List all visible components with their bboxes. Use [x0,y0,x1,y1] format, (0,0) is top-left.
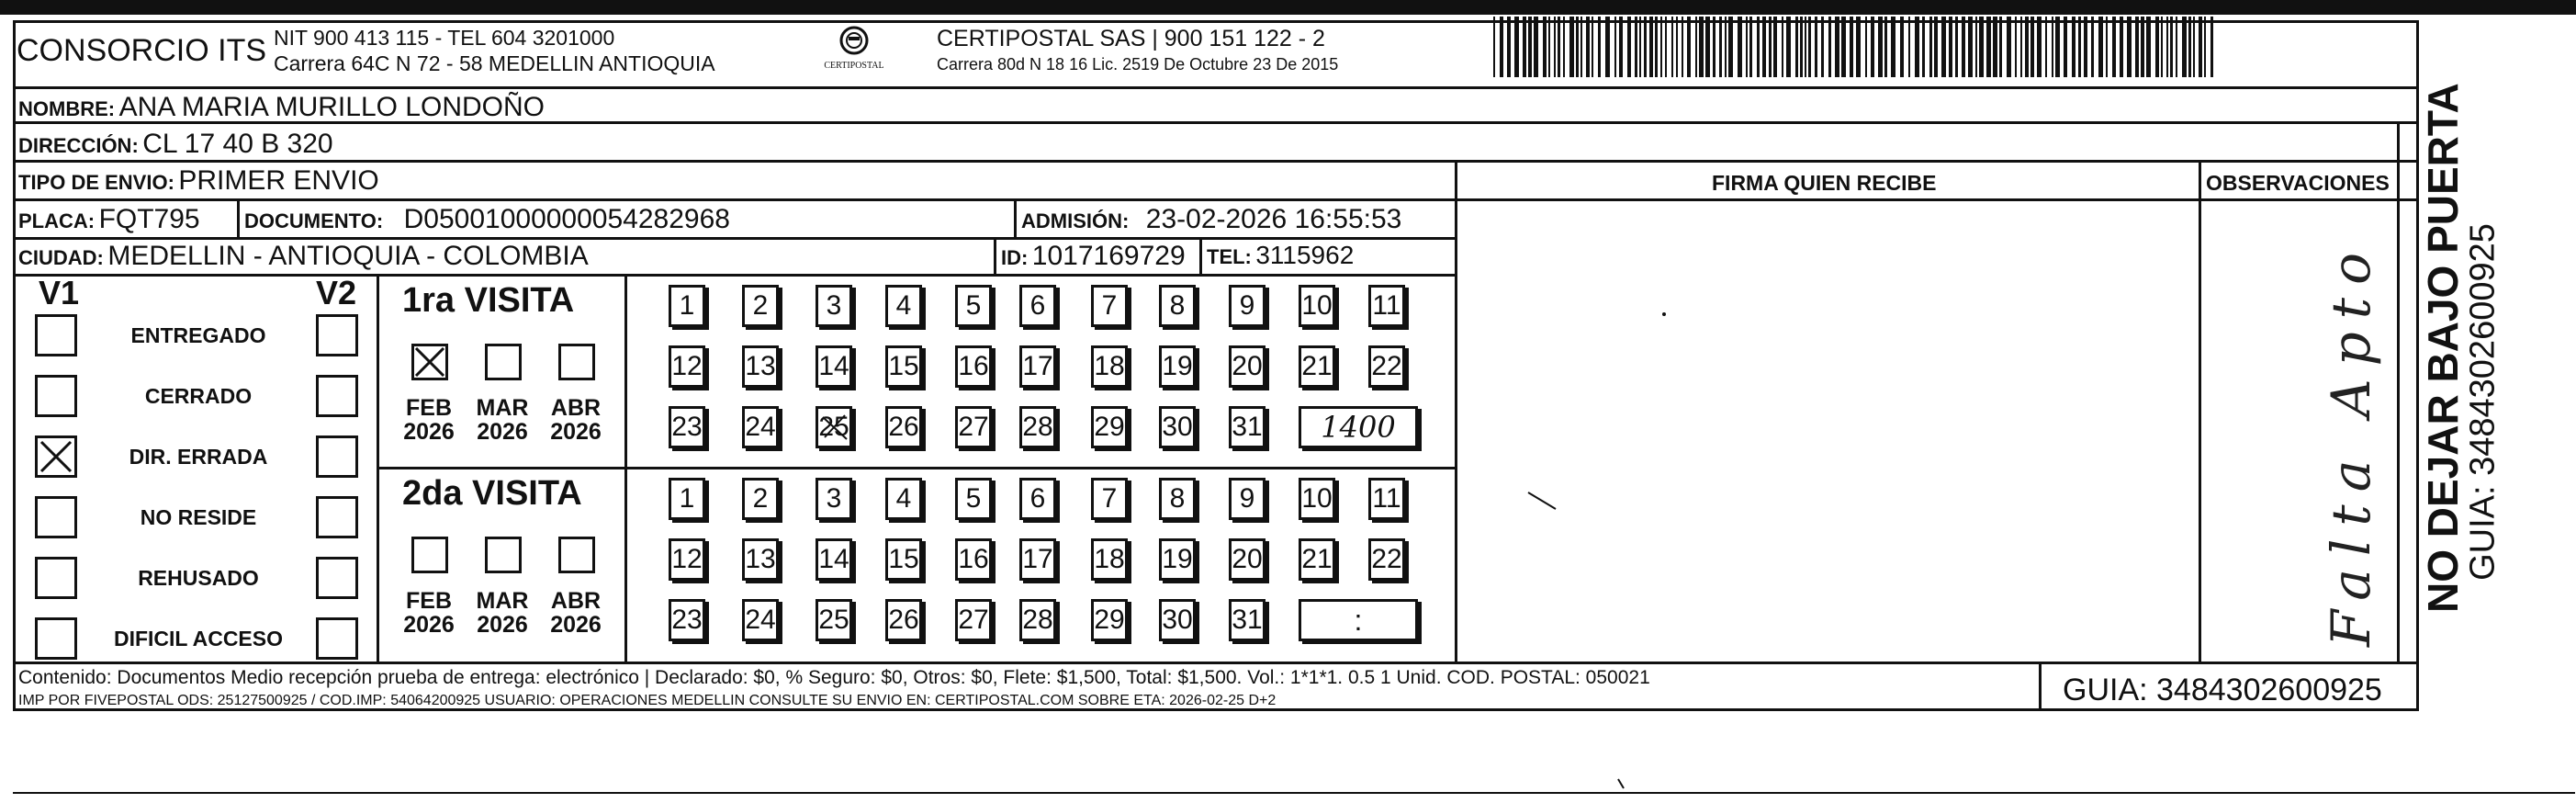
year-label: 2026 [403,419,455,445]
day-cell[interactable]: 27 [955,599,992,641]
day-cell[interactable]: 30 [1159,406,1196,448]
divider [13,86,2419,89]
day-cell[interactable]: 15 [885,538,922,581]
day-cell[interactable]: 10 [1299,478,1335,520]
divider [2199,160,2201,663]
day-cell[interactable]: 18 [1091,345,1128,388]
v2-header: V2 [316,274,357,311]
month-checkbox[interactable] [558,344,595,380]
day-cell[interactable]: 22 [1368,345,1405,388]
documento-field [244,204,730,235]
direccion-value: CL 17 40 B 320 [142,129,333,159]
x-mark [413,345,446,379]
day-cell[interactable]: 17 [1019,538,1056,581]
day-cell[interactable]: 14 [816,538,852,581]
day-cell[interactable]: 19 [1159,345,1196,388]
day-cell[interactable]: 22 [1368,538,1405,581]
day-cell[interactable]: 25 [816,406,852,448]
day-cell[interactable]: 1 [669,285,705,327]
day-cell[interactable]: 4 [885,285,922,327]
day-cell[interactable]: 16 [955,345,992,388]
day-cell[interactable]: 3 [816,478,852,520]
day-cell[interactable]: 4 [885,478,922,520]
month-label: ABR [550,588,602,614]
company-nit: NIT 900 413 115 - TEL 604 3201000 [274,26,615,50]
handwritten-note-text: Falta Apto [2320,240,2382,647]
ciudad-field [18,241,589,272]
month-label: MAR [476,395,529,421]
company-address: Carrera 64C N 72 - 58 MEDELLIN ANTIOQUIA [274,51,715,75]
tipo-envio-row [18,165,379,197]
day-cell[interactable]: 21 [1299,538,1335,581]
day-cell[interactable]: 14 [816,345,852,388]
day-cell[interactable]: 20 [1229,538,1266,581]
day-cell[interactable]: 20 [1229,345,1266,388]
day-cell[interactable]: 23 [669,599,705,641]
no-dejar-warning: NO DEJAR BAJO PUERTA [2419,83,2467,613]
second-visit-title: 2da VISITA [402,474,582,513]
day-cell[interactable]: 25 [816,599,852,641]
divider [377,467,1455,469]
day-cell[interactable]: 15 [885,345,922,388]
v2-checkbox[interactable] [316,435,358,478]
v2-checkbox[interactable] [316,617,358,660]
v2-checkbox[interactable] [316,496,358,538]
day-cell[interactable]: 31 [1229,599,1266,641]
day-cell[interactable]: 7 [1091,285,1128,327]
year-label: 2026 [477,419,528,445]
day-cell[interactable]: 7 [1091,478,1128,520]
carrier-name: CERTIPOSTAL SAS | 900 151 122 - 2 [937,26,1325,51]
day-cell[interactable]: 29 [1091,406,1128,448]
day-cell[interactable]: 10 [1299,285,1335,327]
day-cell[interactable]: 13 [742,345,779,388]
day-cell[interactable]: 26 [885,599,922,641]
v1-checkbox[interactable] [35,496,77,538]
time-field[interactable]: : [1299,599,1418,641]
tel-field [1207,241,1354,270]
v1-header: V1 [39,274,80,311]
company-name: CONSORCIO ITS [17,33,267,68]
month-checkbox[interactable] [411,537,448,573]
stray-mark [1616,777,1625,795]
day-cell[interactable]: 16 [955,538,992,581]
direccion-label: DIRECCIÓN: [18,134,139,157]
day-cell[interactable]: 24 [742,599,779,641]
v1-checkbox[interactable] [35,314,77,356]
divider [13,198,2419,201]
day-cell[interactable]: 12 [669,345,705,388]
year-label: 2026 [477,612,528,638]
day-cell[interactable]: 18 [1091,538,1128,581]
divider [624,274,627,662]
divider [1199,237,1202,274]
divider [13,237,1455,240]
year-label: 2026 [550,419,602,445]
day-cell[interactable]: 6 [1019,285,1056,327]
bottom-rule [13,792,2575,794]
admision-label: ADMISIÓN: [1021,209,1130,232]
time-field[interactable]: 1400 [1299,406,1418,448]
side-guia: GUIA: 3484302600925 [2463,223,2503,581]
footer-guia: GUIA: 3484302600925 [2063,673,2382,707]
day-cell[interactable]: 17 [1019,345,1056,388]
day-cell[interactable]: 2 [742,285,779,327]
status-label: DIFICIL ACCESO [113,627,283,650]
status-label: ENTREGADO [130,323,266,347]
day-cell[interactable]: 9 [1229,478,1266,520]
divider [13,274,1455,277]
day-cell[interactable]: 28 [1019,406,1056,448]
placa-value: FQT795 [98,204,200,234]
nombre-row [18,92,545,123]
day-cell[interactable]: 30 [1159,599,1196,641]
day-cell[interactable]: 23 [669,406,705,448]
month-checkbox[interactable] [485,344,522,380]
divider [2039,662,2042,711]
day-cell[interactable]: 6 [1019,478,1056,520]
id-label: ID: [1001,246,1029,269]
documento-label: DOCUMENTO: [244,209,384,232]
status-label: DIR. ERRADA [129,445,268,469]
day-cell[interactable]: 9 [1229,285,1266,327]
year-label: 2026 [550,612,602,638]
observaciones-header: OBSERVACIONES [2206,171,2390,195]
v1-checkbox[interactable] [35,375,77,417]
month-label: FEB [406,588,452,614]
top-edge-band [0,0,2576,15]
divider [2397,121,2400,663]
day-cell[interactable]: 31 [1229,406,1266,448]
day-cell[interactable]: 28 [1019,599,1056,641]
admision-field [1021,204,1401,235]
status-label: REHUSADO [138,566,259,590]
day-cell[interactable]: 8 [1159,478,1196,520]
placa-field [18,204,200,235]
divider [994,237,996,274]
day-cross-mark [821,413,849,441]
tel-label: TEL: [1207,245,1252,268]
divider [13,662,2419,664]
tipo-envio-label: TIPO DE ENVIO: [18,171,174,194]
day-cell[interactable]: 21 [1299,345,1335,388]
v1-checkbox[interactable] [35,557,77,599]
v2-checkbox[interactable] [316,375,358,417]
day-cell[interactable]: 3 [816,285,852,327]
day-cell[interactable]: 8 [1159,285,1196,327]
day-cell[interactable]: 27 [955,406,992,448]
admision-value: 23-02-2026 16:55:53 [1145,204,1402,234]
first-visit-title: 1ra VISITA [402,281,575,320]
tel-value: 3115962 [1255,241,1355,269]
month-label: ABR [550,395,602,421]
divider [377,274,379,662]
status-label: NO RESIDE [140,505,257,529]
placa-label: PLACA: [18,209,96,232]
ciudad-value: MEDELLIN - ANTIOQUIA - COLOMBIA [107,241,589,271]
year-label: 2026 [403,612,455,638]
firma-header: FIRMA QUIEN RECIBE [1712,171,1937,195]
x-mark [39,439,73,474]
footer-imp: IMP POR FIVEPOSTAL ODS: 25127500925 / COD.IMP: 54064200925 USUARIO: OPERACIONES MEDELLIN CONSULTE SU ENVIO EN: CERTIPOSTAL.COM SOBRE ETA: 2026-02-25 D+2 [18,693,1277,708]
day-cell[interactable]: 29 [1091,599,1128,641]
svg-text:CERTIPOSTAL: CERTIPOSTAL [824,61,884,71]
v1-checkbox[interactable] [35,617,77,660]
day-cell[interactable]: 26 [885,406,922,448]
footer-contenido: Contenido: Documentos Medio recepción prueba de entrega: electrónico | Declarado: $0, % Seguro: $0, Otros: $0, Flete: $1,500, Total: $1,500. Vol.: 1*1*1. 0.5 1 Unid. COD. POSTAL: 050021 [18,667,1650,688]
v2-checkbox[interactable] [316,314,358,356]
month-label: MAR [476,588,529,614]
divider [1455,160,1457,663]
day-cell[interactable]: 24 [742,406,779,448]
day-cell[interactable]: 12 [669,538,705,581]
direccion-row [18,129,333,160]
day-cell[interactable]: 1 [669,478,705,520]
divider [13,160,2419,163]
v2-checkbox[interactable] [316,557,358,599]
status-label: CERRADO [144,384,253,408]
month-checkbox[interactable] [558,537,595,573]
day-cell[interactable]: 19 [1159,538,1196,581]
day-cell[interactable]: 5 [955,285,992,327]
id-value: 1017169729 [1031,241,1186,271]
divider [1014,198,1017,237]
day-cell[interactable]: 5 [955,478,992,520]
day-cell[interactable]: 11 [1368,478,1405,520]
ciudad-label: CIUDAD: [18,246,104,269]
day-cell[interactable]: 11 [1368,285,1405,327]
day-cell[interactable]: 13 [742,538,779,581]
nombre-value: ANA MARIA MURILLO LONDOÑO [118,92,545,122]
tipo-envio-value: PRIMER ENVIO [178,165,379,196]
divider [237,198,240,237]
month-checkbox[interactable] [485,537,522,573]
day-cell[interactable]: 2 [742,478,779,520]
nombre-label: NOMBRE: [18,97,116,120]
signature-mark [1524,487,1561,519]
signature-dot [1662,312,1666,316]
carrier-address: Carrera 80d N 18 16 Lic. 2519 De Octubre 23 De 2015 [937,55,1339,74]
id-field [1001,241,1186,272]
month-label: FEB [406,395,452,421]
documento-value: D05001000000054282968 [403,204,730,234]
